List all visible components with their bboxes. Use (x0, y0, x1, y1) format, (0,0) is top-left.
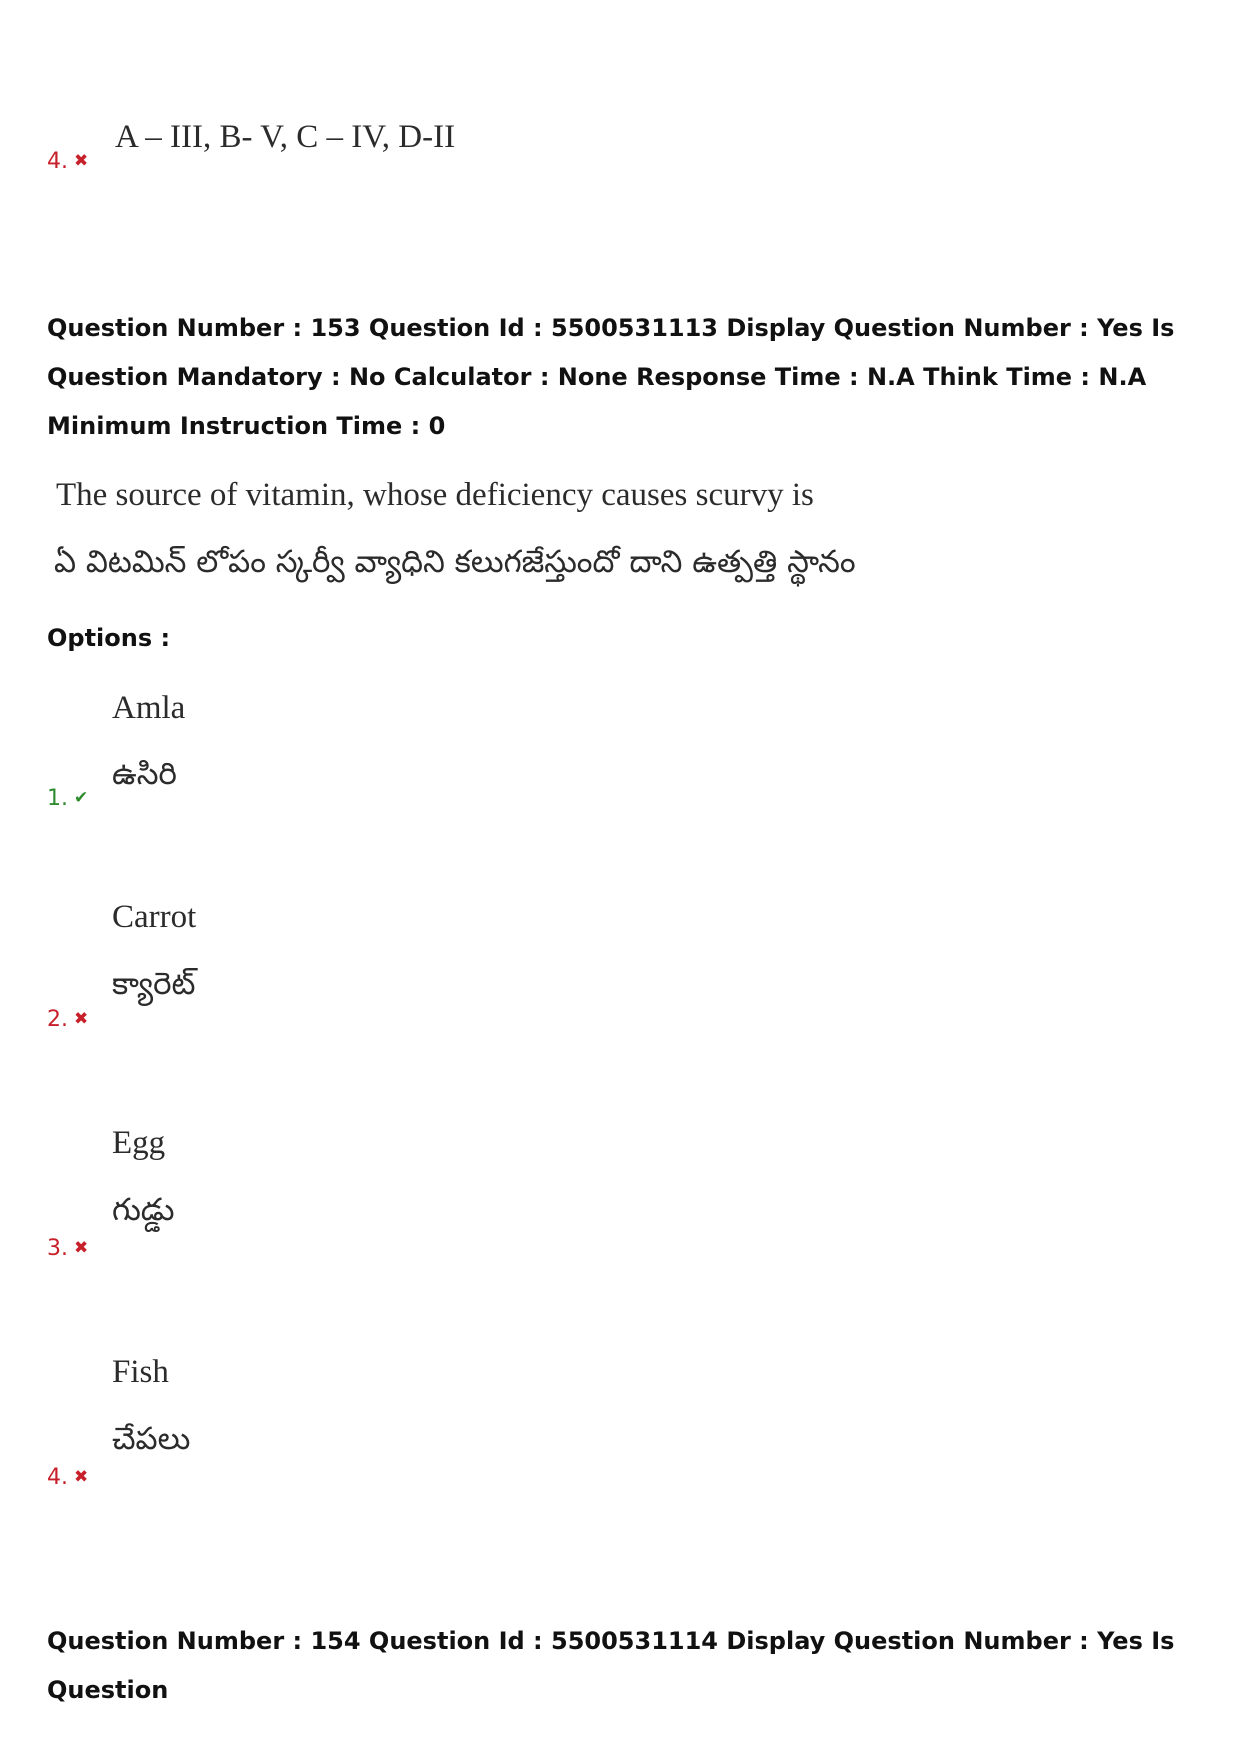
wrong-icon: ✖ (74, 1467, 89, 1487)
option-1-marker (47, 785, 88, 812)
prev-option-4-number: 4. (47, 149, 68, 174)
question-text-te: ఏ విటమిన్ లోపం స్కర్వీ వ్యాధిని కలుగజేస్తుందో దాని ఉత్పత్తి స్థానం (54, 544, 856, 580)
option-3-marker (47, 1235, 88, 1262)
wrong-icon: ✖ (74, 151, 89, 171)
wrong-icon: ✖ (74, 1009, 89, 1029)
option-4-te: చేపలు (112, 1421, 191, 1457)
option-2-te: క్యారెట్ (112, 966, 196, 1002)
option-1-number: 1. (47, 786, 68, 811)
question-text-en: The source of vitamin, whose deficiency causes scurvy is (56, 477, 814, 513)
option-4-en: Fish (112, 1354, 169, 1390)
option-4-marker (47, 1464, 88, 1491)
option-4-number: 4. (47, 1465, 68, 1490)
option-2-number: 2. (47, 1007, 68, 1032)
options-label: Options : (47, 624, 171, 652)
check-icon: ✔ (74, 788, 89, 808)
option-3-te: గుడ్డు (112, 1192, 175, 1228)
option-2-en: Carrot (112, 899, 197, 935)
option-1-en: Amla (112, 690, 186, 726)
option-2-marker (47, 1006, 88, 1033)
option-1-te: ఉసిరి (112, 756, 177, 792)
option-3-en: Egg (112, 1125, 166, 1161)
question-153-meta: Question Number : 153 Question Id : 5500531113 Display Question Number : Yes Is Question Mandatory : No Calculator : None Response Time : N.A Think Time : N.A Minimum Instruction Time : 0 (47, 314, 1175, 440)
prev-option-4-marker (47, 148, 88, 175)
option-3-number: 3. (47, 1236, 68, 1261)
prev-option-4-text: A – III, B- V, C – IV, D-II (115, 119, 456, 155)
question-154-meta: Question Number : 154 Question Id : 5500531114 Display Question Number : Yes Is Question (47, 1627, 1175, 1704)
wrong-icon: ✖ (74, 1238, 89, 1258)
